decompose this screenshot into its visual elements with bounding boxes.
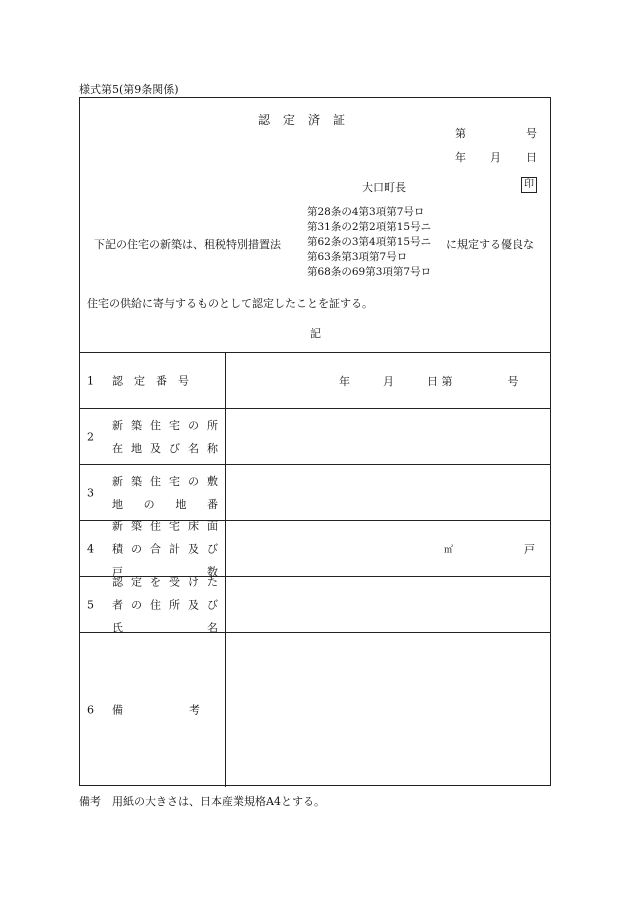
certification-text: 住宅の供給に寄与するものとして認定したことを証する。 — [87, 297, 373, 310]
clause-item: 第63条第3項第7号ロ — [307, 251, 408, 263]
clause-item: 第62条の3第4項第15号ニ — [307, 236, 432, 248]
details-table — [79, 352, 551, 787]
row-number: 1 — [87, 374, 94, 387]
clause-item: 第31条の2第2項第15号ニ — [307, 221, 432, 233]
row-label: 新 築 住 宅 の 所 在 地 及 び 名 称 — [112, 418, 218, 455]
row-number: 6 — [87, 703, 94, 717]
row-value — [225, 465, 551, 520]
row-label: 備 考 — [112, 703, 200, 717]
table-row — [79, 409, 551, 465]
table-row — [79, 633, 551, 787]
row-label: 認 定 を 受 け た 者 の 住 所 及 び 氏 名 — [112, 575, 218, 634]
issuer-name: 大口町長 — [362, 181, 406, 194]
row-label: 認 定 番 号 — [112, 374, 189, 387]
intro-text: 下記の住宅の新築は、租税特別措置法 — [94, 238, 281, 251]
table-row — [79, 353, 551, 409]
footer-note: 備考 用紙の大きさは、日本産業規格A4とする。 — [79, 795, 325, 808]
issue-date-day: 日 — [526, 151, 537, 164]
document-title: 認定済証 — [258, 113, 359, 127]
row-number: 2 — [87, 430, 94, 443]
issue-number-dai: 第 — [455, 127, 466, 140]
row-number: 4 — [87, 542, 94, 555]
table-row — [79, 577, 551, 633]
clause-list — [307, 205, 431, 280]
issue-number-go: 号 — [526, 127, 537, 140]
form-label: 様式第5(第9条関係) — [79, 83, 179, 96]
certification-number-value: 年 月 日 第 号 — [339, 374, 519, 388]
row-value — [225, 521, 551, 576]
row-number: 5 — [87, 598, 94, 611]
row-label: 新 築 住 宅 の 敷 地 の 地 番 — [112, 474, 218, 511]
row-value — [225, 633, 551, 787]
clause-item: 第28条の4第3項第7号ロ — [307, 206, 425, 218]
row-label: 新 築 住 宅 床 面 積 の 合 計 及 び 戸 数 — [112, 519, 218, 578]
count-unit: 戸 — [524, 542, 535, 556]
row-value — [225, 353, 551, 408]
ki-heading: 記 — [310, 327, 321, 340]
row-value — [225, 409, 551, 464]
issue-date-month: 月 — [490, 151, 501, 164]
seal-icon: 印 — [521, 177, 537, 193]
area-unit: ㎡ — [444, 545, 454, 555]
clause-item: 第68条の69第3項第7号ロ — [307, 266, 432, 278]
issue-date-year: 年 — [455, 151, 466, 164]
clause-suffix: に規定する優良な — [446, 238, 534, 251]
table-row — [79, 521, 551, 577]
row-number: 3 — [87, 486, 94, 499]
row-value — [225, 577, 551, 632]
table-row — [79, 465, 551, 521]
